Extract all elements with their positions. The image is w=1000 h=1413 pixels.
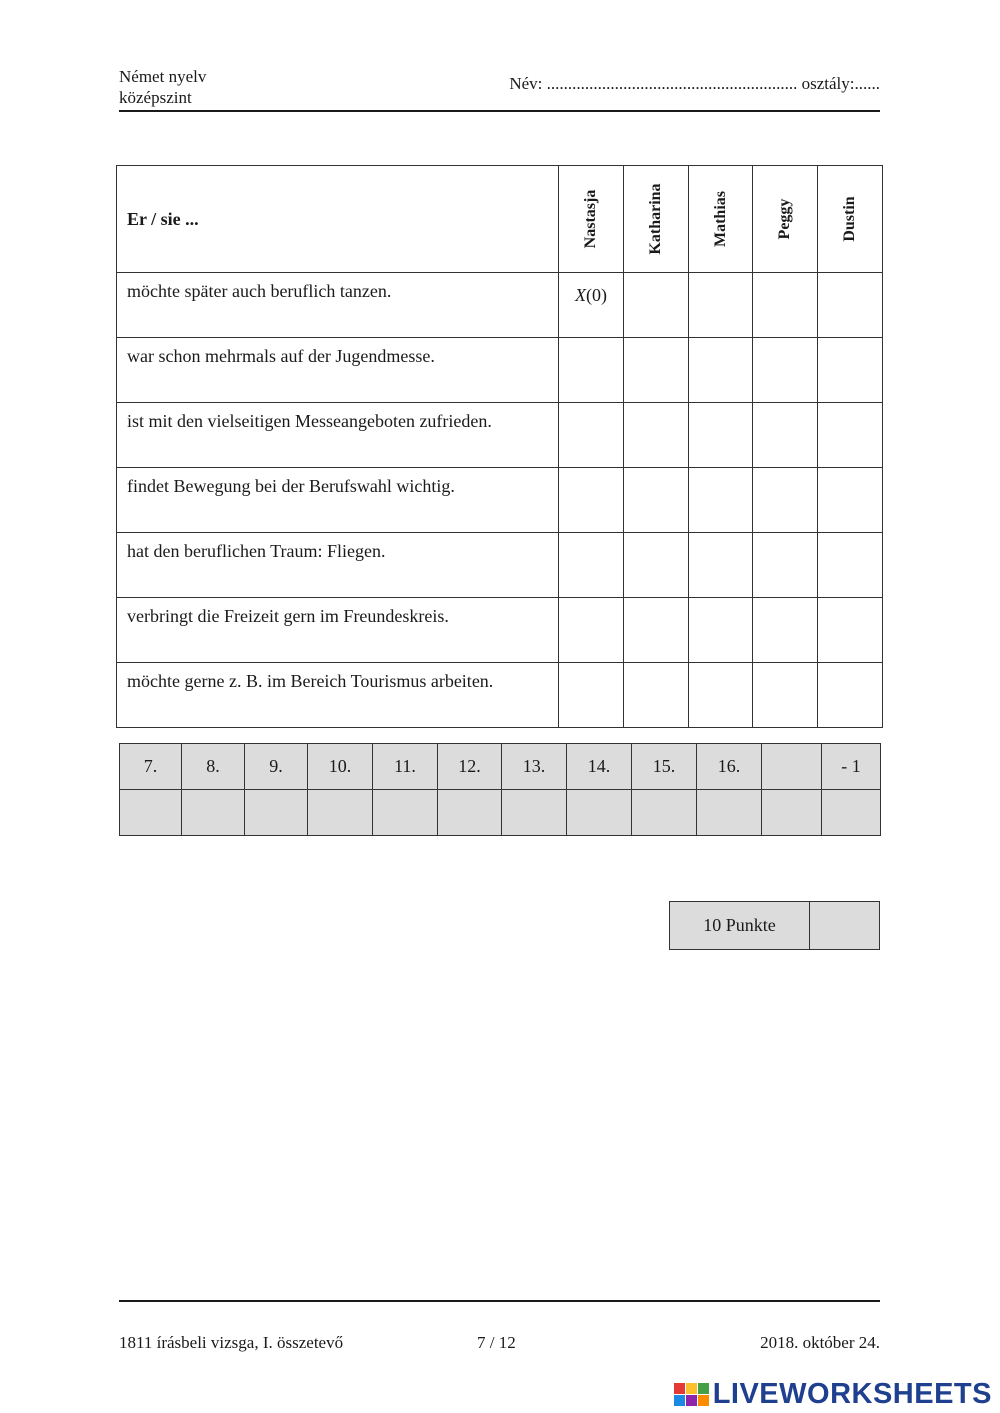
statement: möchte gerne z. B. im Bereich Tourismus arbeiten. [117, 663, 559, 728]
answer-cell[interactable] [753, 468, 818, 533]
name-label: Peggy [776, 198, 793, 240]
score-cell[interactable] [245, 790, 308, 836]
table-row [117, 273, 883, 338]
footer-page-number: 7 / 12 [477, 1333, 516, 1352]
answer-cell-example [559, 273, 624, 338]
column-header-peggy [753, 166, 818, 273]
score-table [119, 743, 881, 836]
name-label: Katharina [647, 183, 664, 255]
answer-cell[interactable] [559, 338, 624, 403]
score-cell[interactable] [373, 790, 438, 836]
score-label [762, 744, 822, 790]
score-cell[interactable] [632, 790, 697, 836]
footer-date: 2018. október 24. [760, 1333, 880, 1352]
answer-cell[interactable] [753, 598, 818, 663]
example-number: (0) [586, 285, 607, 305]
example-mark: X [575, 285, 586, 305]
score-cell[interactable] [182, 790, 245, 836]
answer-cell[interactable] [818, 403, 883, 468]
answer-cell[interactable] [559, 663, 624, 728]
score-label: 9. [245, 744, 308, 790]
name-label: Nastasja [582, 189, 599, 249]
answer-cell[interactable] [624, 598, 689, 663]
answer-cell[interactable] [689, 533, 753, 598]
score-label: 10. [308, 744, 373, 790]
answer-cell[interactable] [624, 533, 689, 598]
answer-cell[interactable] [818, 468, 883, 533]
statement: war schon mehrmals auf der Jugendmesse. [117, 338, 559, 403]
answer-cell[interactable] [818, 338, 883, 403]
score-label: 14. [567, 744, 632, 790]
score-label: 12. [438, 744, 502, 790]
score-label: 15. [632, 744, 697, 790]
answer-cell[interactable] [753, 533, 818, 598]
answer-cell[interactable] [689, 338, 753, 403]
statement: verbringt die Freizeit gern im Freundeskreis. [117, 598, 559, 663]
score-cell[interactable] [438, 790, 502, 836]
points-box [669, 901, 880, 950]
statement: findet Bewegung bei der Berufswahl wichtig. [117, 468, 559, 533]
answer-cell[interactable] [624, 273, 689, 338]
answer-cell[interactable] [559, 598, 624, 663]
answer-cell[interactable] [818, 663, 883, 728]
score-cell[interactable] [697, 790, 762, 836]
column-header-katharina [624, 166, 689, 273]
table-header-row [117, 166, 883, 273]
answer-cell[interactable] [753, 403, 818, 468]
answer-cell[interactable] [624, 338, 689, 403]
score-input-row [120, 790, 881, 836]
name-label: Dustin [841, 196, 858, 242]
header-subject: Német nyelv [119, 67, 207, 86]
score-label: - 1 [822, 744, 881, 790]
answer-cell[interactable] [624, 403, 689, 468]
statement: ist mit den vielseitigen Messeangeboten zufrieden. [117, 403, 559, 468]
column-header-dustin [818, 166, 883, 273]
footer-divider [119, 1300, 880, 1302]
matching-table [116, 165, 883, 728]
score-cell[interactable] [308, 790, 373, 836]
footer-exam-info: 1811 írásbeli vizsga, I. összetevő [119, 1333, 344, 1352]
score-label: 16. [697, 744, 762, 790]
answer-cell[interactable] [818, 273, 883, 338]
header-divider [119, 110, 880, 112]
answer-cell[interactable] [559, 468, 624, 533]
table-row [117, 338, 883, 403]
column-header-mathias [689, 166, 753, 273]
answer-cell[interactable] [624, 663, 689, 728]
answer-cell[interactable] [559, 403, 624, 468]
liveworksheets-logo [674, 1378, 992, 1411]
table-row [117, 468, 883, 533]
answer-cell[interactable] [689, 273, 753, 338]
answer-cell[interactable] [689, 468, 753, 533]
table-row [117, 533, 883, 598]
score-cell[interactable] [567, 790, 632, 836]
header-subject-block [119, 66, 206, 108]
score-label: 11. [373, 744, 438, 790]
table-row [117, 663, 883, 728]
points-label: 10 Punkte [670, 902, 810, 949]
answer-cell[interactable] [624, 468, 689, 533]
answer-cell[interactable] [559, 533, 624, 598]
table-row [117, 403, 883, 468]
score-cell[interactable] [762, 790, 822, 836]
score-cell[interactable] [822, 790, 881, 836]
score-label: 7. [120, 744, 182, 790]
statement: möchte später auch beruflich tanzen. [117, 273, 559, 338]
score-cell[interactable] [120, 790, 182, 836]
answer-cell[interactable] [753, 273, 818, 338]
points-input[interactable] [810, 902, 879, 949]
column-header-nastasja [559, 166, 624, 273]
answer-cell[interactable] [753, 663, 818, 728]
score-cell[interactable] [502, 790, 567, 836]
score-label-row [120, 744, 881, 790]
name-class-field: Név: ........................................................... osztály:...... [509, 74, 880, 93]
answer-cell[interactable] [818, 533, 883, 598]
logo-icon [674, 1383, 709, 1406]
answer-cell[interactable] [818, 598, 883, 663]
answer-cell[interactable] [689, 403, 753, 468]
statement: hat den beruflichen Traum: Fliegen. [117, 533, 559, 598]
logo-text: LIVEWORKSHEETS [712, 1378, 992, 1410]
question-header: Er / sie ... [117, 166, 559, 273]
answer-cell[interactable] [753, 338, 818, 403]
score-label: 8. [182, 744, 245, 790]
name-label: Mathias [711, 191, 729, 247]
header-level: középszint [119, 88, 192, 107]
table-row [117, 598, 883, 663]
score-label: 13. [502, 744, 567, 790]
answer-cell[interactable] [689, 663, 753, 728]
answer-cell[interactable] [689, 598, 753, 663]
